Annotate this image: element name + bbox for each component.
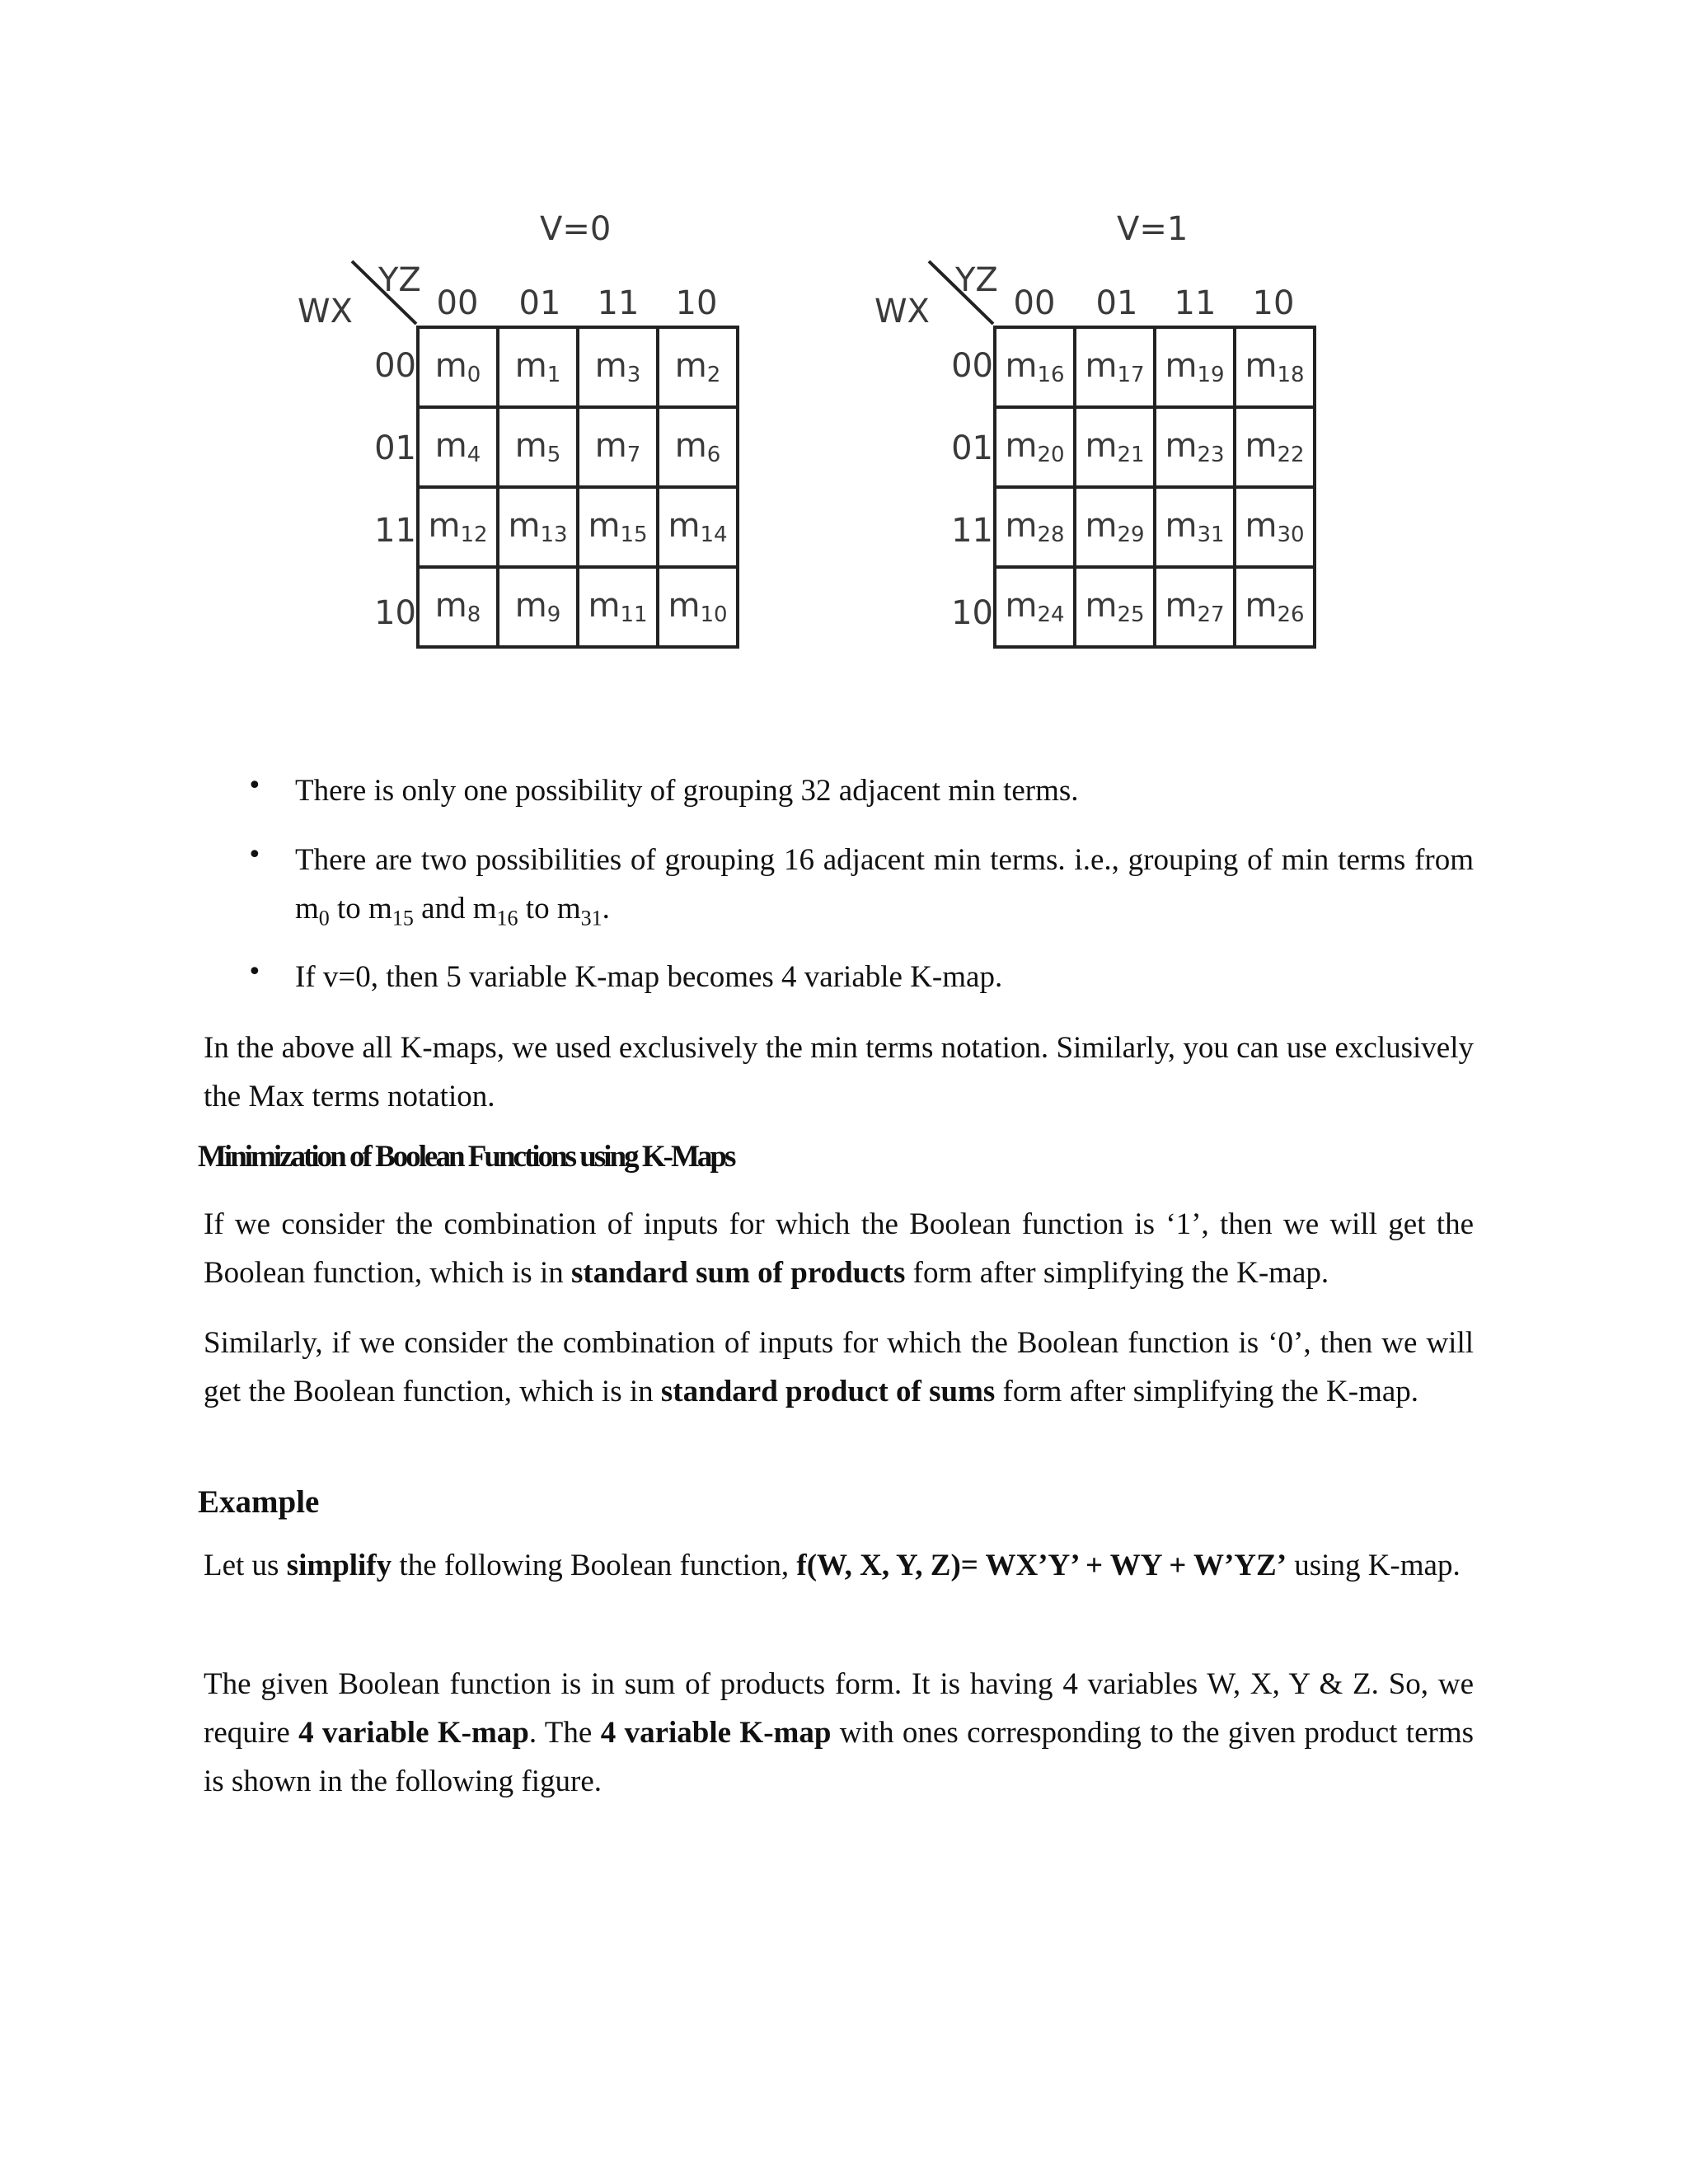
kmap-row <box>995 327 1315 407</box>
bullet-glyph: • <box>247 958 262 987</box>
kmap-cell: $m_0$ <box>418 327 498 407</box>
kmap-cell: $m_{24}$ <box>995 567 1075 647</box>
kmap-v0 <box>293 210 870 672</box>
row-label: 01 <box>951 429 993 467</box>
col-label: 00 <box>1013 284 1056 322</box>
kmap-cell: $m_3$ <box>578 327 658 407</box>
kmap-col-variable: YZ <box>955 261 998 299</box>
kmap-row <box>418 407 738 487</box>
kmap-cell: $m_4$ <box>418 407 498 487</box>
para-text: form after simplifying the K-map. <box>995 1375 1419 1408</box>
col-label: 01 <box>518 284 561 322</box>
col-label: 01 <box>1095 284 1138 322</box>
kmap-cell: $m_{21}$ <box>1075 407 1155 487</box>
kmap-cell: $m_{20}$ <box>995 407 1075 487</box>
kmap-cell: $m_{27}$ <box>1155 567 1235 647</box>
subscript: 16 <box>496 906 518 930</box>
bullet-text: to m <box>518 892 581 926</box>
row-label: 01 <box>374 429 416 467</box>
kmap-row <box>418 327 738 407</box>
para-bold: f(W, X, Y, Z)= WX’Y’ + WY + W’YZ’ <box>796 1549 1287 1582</box>
para-bold: standard product of sums <box>660 1375 996 1408</box>
section-heading: Minimization of Boolean Functions using K-Maps <box>198 1140 734 1174</box>
kmap-cell: $m_2$ <box>658 327 738 407</box>
kmap-cell: $m_{31}$ <box>1155 487 1235 567</box>
kmap-cell: $m_{25}$ <box>1075 567 1155 647</box>
kmap-cell: $m_{23}$ <box>1155 407 1235 487</box>
subscript: 0 <box>318 906 330 930</box>
kmap-row <box>418 487 738 567</box>
col-label: 00 <box>436 284 479 322</box>
kmap-row <box>995 407 1315 487</box>
kmap-grid <box>993 326 1316 649</box>
kmap-cell: $m_{29}$ <box>1075 487 1155 567</box>
paragraph-example-function <box>204 1541 1474 1590</box>
col-label: 11 <box>597 284 640 322</box>
paragraph-kmaps-notation: In the above all K-maps, we used exclusively the min terms notation. Similarly, you can use exclusively the Max terms notation. <box>204 1031 1474 1113</box>
subscript: 15 <box>392 906 414 930</box>
kmap-cell: $m_6$ <box>658 407 738 487</box>
para-text: the following Boolean function, <box>392 1549 797 1582</box>
bullet-glyph: • <box>247 771 262 800</box>
col-label: 10 <box>1252 284 1295 322</box>
kmap-column-headers <box>420 284 799 326</box>
col-label: 10 <box>675 284 718 322</box>
row-label: 00 <box>374 347 416 385</box>
kmap-cell: $m_{10}$ <box>658 567 738 647</box>
bullet-item-3: If v=0, then 5 variable K-map becomes 4 variable K-map. <box>295 960 1003 994</box>
row-label: 10 <box>951 594 993 632</box>
kmap-row <box>995 567 1315 647</box>
bullet-text: and m <box>413 892 497 926</box>
kmap-title: V=1 <box>1117 210 1189 248</box>
kmap-cell: $m_{19}$ <box>1155 327 1235 407</box>
kmap-cell: $m_{14}$ <box>658 487 738 567</box>
para-text: using K-map. <box>1287 1549 1461 1582</box>
bullet-item-2 <box>295 836 1474 942</box>
para-text: form after simplifying the K-map. <box>905 1256 1329 1290</box>
kmap-cell: $m_{13}$ <box>498 487 578 567</box>
kmap-cell: $m_7$ <box>578 407 658 487</box>
kmap-cell: $m_{22}$ <box>1235 407 1315 487</box>
bullet-text: There are two possibilities of grouping 16 adjacent min terms. i.e., grouping of min terms from m <box>295 843 1474 926</box>
subscript: 31 <box>580 906 603 930</box>
row-label: 11 <box>374 512 416 550</box>
kmap-row-headers <box>919 326 993 655</box>
kmap-cell: $m_{15}$ <box>578 487 658 567</box>
bullet-text: to m <box>329 892 392 926</box>
kmap-cell: $m_{17}$ <box>1075 327 1155 407</box>
paragraph-pos <box>204 1319 1474 1416</box>
paragraph-four-variable-kmap <box>204 1660 1474 1806</box>
kmap-row-variable: WX <box>874 293 930 330</box>
bullet-text: . <box>602 892 610 926</box>
para-text: Similarly, if we consider the combination of inputs for which the Boolean function is ‘0’, then we will get the Boolean function, which is in <box>204 1326 1474 1408</box>
row-label: 00 <box>951 347 993 385</box>
kmap-row-headers <box>342 326 416 655</box>
kmap-v1 <box>870 210 1447 672</box>
kmap-cell: $m_{28}$ <box>995 487 1075 567</box>
para-bold: standard sum of products <box>571 1256 906 1290</box>
para-bold: simplify <box>286 1549 392 1582</box>
kmap-cell: $m_{18}$ <box>1235 327 1315 407</box>
kmap-row <box>418 567 738 647</box>
kmap-title: V=0 <box>540 210 612 248</box>
kmap-cell: $m_1$ <box>498 327 578 407</box>
kmap-cell: $m_{12}$ <box>418 487 498 567</box>
kmap-grid <box>416 326 739 649</box>
kmap-cell: $m_5$ <box>498 407 578 487</box>
kmap-col-variable: YZ <box>378 261 421 299</box>
kmap-row-variable: WX <box>298 293 353 330</box>
para-bold: 4 variable K-map <box>298 1716 529 1750</box>
bullet-item-1: There is only one possibility of grouping 32 adjacent min terms. <box>295 774 1079 808</box>
kmap-cell: $m_{26}$ <box>1235 567 1315 647</box>
bullet-glyph: • <box>247 841 262 869</box>
para-text: The given Boolean function is in sum of products form. It is having 4 variables W, X, Y & Z. So, we require <box>204 1667 1474 1750</box>
paragraph-sop <box>204 1200 1474 1297</box>
col-label: 11 <box>1174 284 1217 322</box>
kmap-cell: $m_{11}$ <box>578 567 658 647</box>
para-text: . The <box>528 1716 601 1750</box>
kmap-row <box>995 487 1315 567</box>
kmap-cell: $m_{30}$ <box>1235 487 1315 567</box>
kmap-cell: $m_{16}$ <box>995 327 1075 407</box>
para-text: If we consider the combination of inputs for which the Boolean function is ‘1’, then we will get the Boolean function, which is in <box>204 1207 1474 1290</box>
para-text: with ones corresponding to the given product terms is shown in the following figure. <box>204 1716 1475 1798</box>
kmap-column-headers <box>997 284 1376 326</box>
para-bold: 4 variable K-map <box>600 1716 832 1750</box>
example-heading: Example <box>198 1484 320 1520</box>
row-label: 10 <box>374 594 416 632</box>
kmap-cell: $m_9$ <box>498 567 578 647</box>
para-text: Let us <box>204 1549 287 1582</box>
row-label: 11 <box>951 512 993 550</box>
kmap-cell: $m_8$ <box>418 567 498 647</box>
